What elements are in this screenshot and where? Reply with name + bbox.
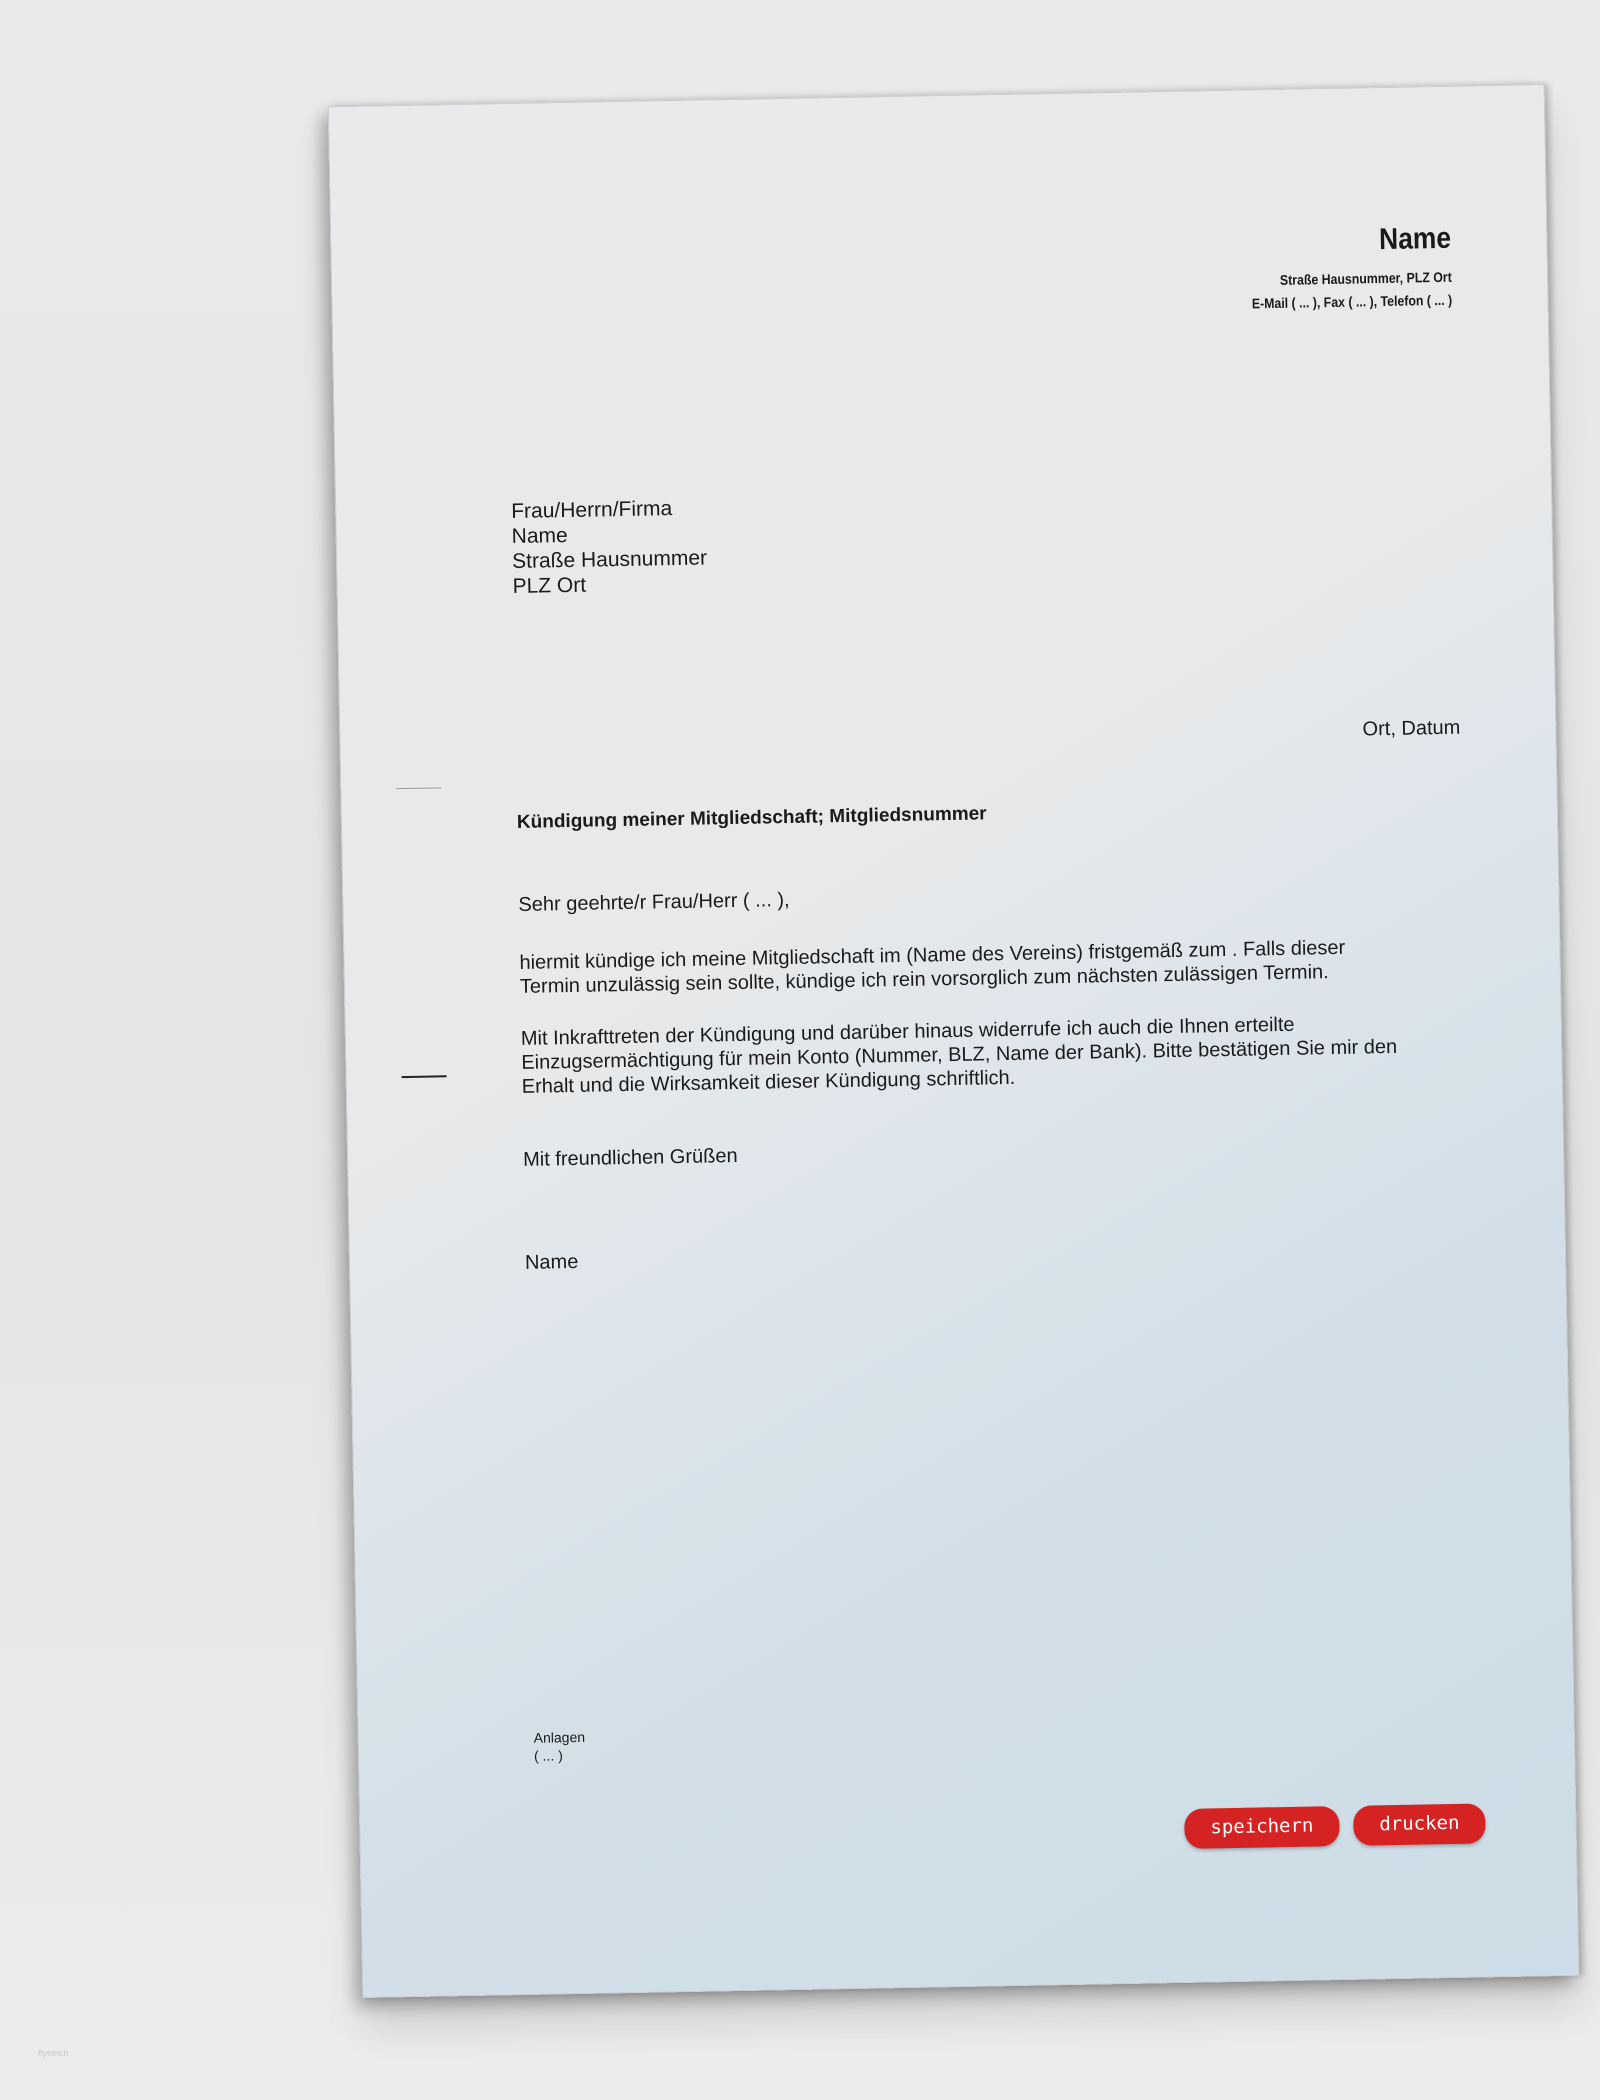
fold-mark-middle: [402, 1075, 447, 1078]
recipient-line-2: Name: [511, 523, 568, 549]
sender-block: [1223, 222, 1452, 316]
sender-name: Name: [1379, 221, 1452, 257]
watermark: fiyeeich: [38, 2048, 69, 2058]
attachments-value: ( ... ): [533, 1747, 563, 1764]
attachments: [534, 1728, 586, 1765]
body-paragraph-2: Mit Inkrafttreten der Kündigung und darüber hinaus widerrufe ich auch die Ihnen erteilte Einzugsermächtigung für mein Konto (Nummer, BLZ, Name der Bank). Bitte bestätigen Sie mir den Erhalt und die Wirksamkeit dieser Kündigung schriftlich.: [520, 1013, 1398, 1098]
letter-page: [328, 84, 1579, 1998]
body-paragraph-1: hiermit kündige ich meine Mitgliedschaft im (Name des Vereins) fristgemäß zum . Falls dieser Termin unzulässig sein sollte, kündige ich rein vorsorglich zum nächsten zulässigen Termin.: [519, 936, 1346, 998]
recipient-line-4: PLZ Ort: [512, 573, 587, 599]
closing: Mit freundlichen Grüßen: [522, 1144, 738, 1171]
save-button[interactable]: speichern: [1184, 1806, 1340, 1849]
attachments-label: Anlagen: [533, 1728, 586, 1746]
recipient-line-3: Straße Hausnummer: [511, 546, 708, 574]
sender-address: Straße Hausnummer, PLZ Ort: [1280, 268, 1453, 288]
place-date: Ort, Datum: [1362, 716, 1461, 741]
letter-subject: Kündigung meiner Mitgliedschaft; Mitgliedsnummer: [516, 803, 987, 833]
action-buttons: [1184, 1803, 1486, 1849]
fold-mark-top: [396, 787, 441, 789]
recipient-block: [511, 495, 708, 599]
recipient-line-1: Frau/Herrn/Firma: [511, 497, 673, 524]
signature-name: Name: [524, 1250, 579, 1274]
print-button[interactable]: drucken: [1353, 1803, 1486, 1845]
sender-contact: E-Mail ( ... ), Fax ( ... ), Telefon ( ... ): [1252, 291, 1453, 312]
salutation: Sehr geehrte/r Frau/Herr ( ... ),: [518, 888, 790, 916]
